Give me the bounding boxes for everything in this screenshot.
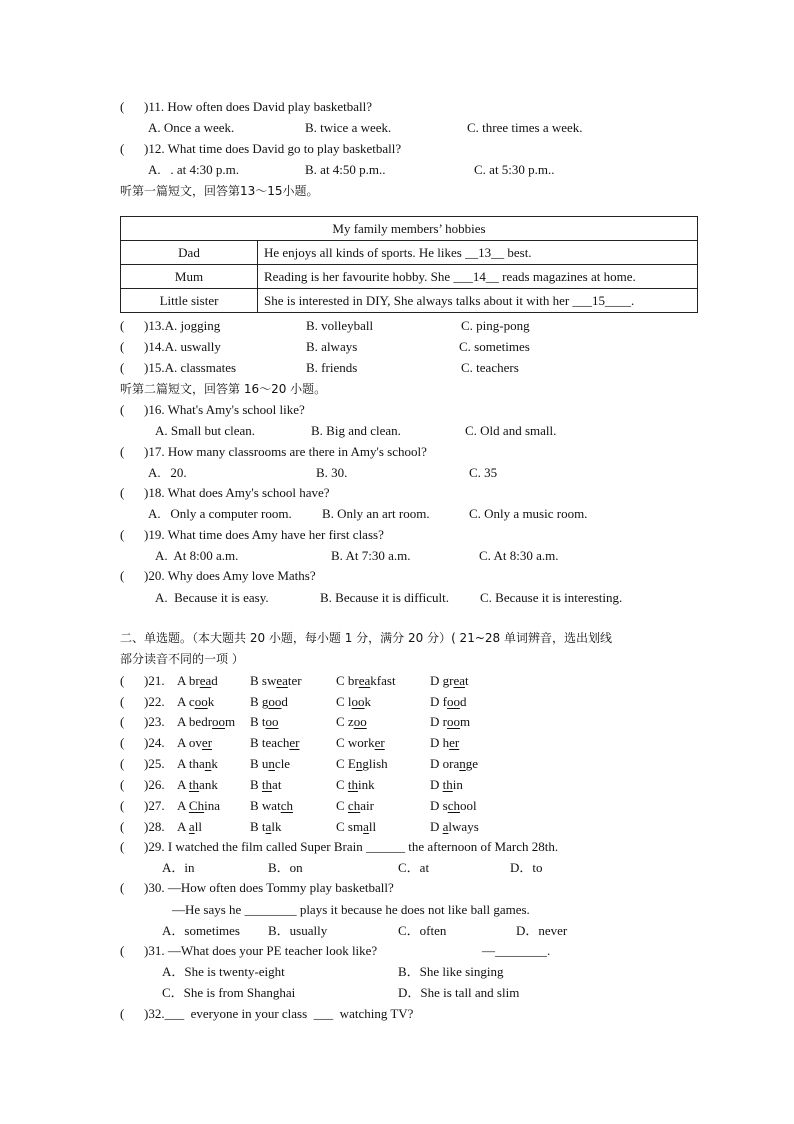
section-2-heading-cont: 部分读音不同的一项 ） (120, 652, 244, 666)
q30-option-d: D．never (516, 923, 568, 938)
option-text: ank (199, 777, 218, 792)
q17-option-c: C. 35 (469, 465, 498, 480)
question-31: )31. —What does your PE teacher look like? (144, 943, 378, 958)
answer-paren: ( (120, 141, 125, 156)
phonetic-option-a (177, 673, 218, 689)
phonetic-option-d (430, 756, 478, 772)
option-text: A (177, 777, 189, 792)
table-cell-hobby: Reading is her favourite hobby. She ___14__ reads magazines at home. (258, 265, 698, 289)
answer-paren: ( (120, 568, 125, 583)
option-text: k (207, 694, 215, 709)
q15-option-b: B. friends (306, 360, 358, 375)
underlined-letters: er (449, 735, 460, 750)
question-number: )24. (144, 735, 165, 750)
phonetic-option-b (250, 819, 281, 835)
question-30-response: —He says he ________ plays it because he does not like ball games. (172, 902, 530, 917)
phonetic-option-b (250, 756, 290, 772)
q13-option-c: C. ping-pong (461, 318, 530, 333)
phonetic-option-d (430, 819, 479, 835)
question-16: )16. What's Amy's school like? (144, 402, 305, 417)
underlined-letters: a (188, 819, 195, 834)
option-text: B g (250, 694, 269, 709)
question-number: )27. (144, 798, 165, 813)
answer-paren: ( (120, 99, 125, 114)
phonetic-option-a (177, 798, 220, 814)
answer-paren: ( (120, 444, 125, 459)
phonetic-option-b (250, 777, 281, 793)
question-15: )15.A. classmates (144, 360, 237, 375)
option-text: C l (336, 694, 352, 709)
q11-option-b: B. twice a week. (305, 120, 392, 135)
q30-option-a: A．sometimes (162, 923, 240, 938)
option-text: D f (430, 694, 447, 709)
option-text: C (336, 777, 348, 792)
option-text: B wat (250, 798, 281, 813)
underlined-letters: ea (199, 673, 212, 688)
underlined-letters: er (374, 735, 385, 750)
question-32: )32.___ everyone in your class ___ watching TV? (144, 1006, 414, 1021)
answer-paren: ( (120, 402, 125, 417)
answer-paren: ( (120, 318, 125, 333)
underlined-letters: oo (446, 714, 460, 729)
underlined-letters: th (261, 777, 273, 792)
q18-option-b: B. Only an art room. (322, 506, 430, 521)
q20-option-b: B. Because it is difficult. (320, 590, 450, 605)
phonetic-option-c (336, 694, 371, 710)
phonetic-option-a (177, 819, 202, 835)
option-text: t (465, 673, 469, 688)
question-12: )12. What time does David go to play basketball? (144, 141, 402, 156)
underlined-letters: th (442, 777, 453, 792)
phonetic-option-a (177, 714, 235, 730)
listening-instruction-1: 听第一篇短文，回答第13～15小题。 (120, 184, 319, 198)
option-text: air (360, 798, 374, 813)
phonetic-option-b (250, 735, 299, 751)
option-text: lways (448, 819, 479, 834)
option-text: k (211, 756, 218, 771)
underlined-letters: Ch (188, 798, 205, 813)
question-20: )20. Why does Amy love Maths? (144, 568, 316, 583)
phonetic-option-a (177, 735, 212, 751)
phonetic-option-d (430, 714, 470, 730)
q14-option-c: C. sometimes (459, 339, 530, 354)
answer-paren: ( (120, 360, 125, 375)
option-text: D h (430, 735, 450, 750)
option-text: A c (177, 694, 195, 709)
question-17: )17. How many classrooms are there in Amy's school? (144, 444, 427, 459)
q29-option-c: C．at (398, 860, 430, 875)
answer-paren: ( (120, 943, 125, 958)
option-text: A bedr (177, 714, 213, 729)
underlined-letters: n (204, 756, 212, 771)
option-text: ina (204, 798, 220, 813)
option-text: A (177, 798, 189, 813)
underlined-letters: er (201, 735, 213, 750)
q29-option-a: A．in (162, 860, 195, 875)
option-text: k (364, 694, 372, 709)
option-text: cle (274, 756, 291, 771)
option-text: B teach (250, 735, 290, 750)
underlined-letters: a (442, 819, 449, 834)
underlined-letters: oo (212, 714, 226, 729)
option-text: glish (362, 756, 388, 771)
option-text: A br (177, 673, 200, 688)
table-cell-member: Mum (121, 265, 258, 289)
q12-option-c: C. at 5:30 p.m.. (474, 162, 555, 177)
hobbies-table (120, 216, 698, 313)
phonetic-option-d (430, 777, 463, 793)
table-cell-member: Dad (121, 241, 258, 265)
phonetic-option-d (430, 798, 477, 814)
question-31-blank: —________. (482, 943, 551, 958)
phonetic-option-c (336, 756, 388, 772)
q30-option-c: C．often (398, 923, 447, 938)
underlined-letters: oo (194, 694, 208, 709)
option-text: B t (250, 714, 266, 729)
underlined-letters: oo (353, 714, 367, 729)
option-text: C (336, 798, 348, 813)
table-title: My family members’ hobbies (121, 217, 698, 241)
q20-option-c: C. Because it is interesting. (480, 590, 623, 605)
underlined-letters: n (459, 756, 466, 771)
answer-paren: ( (120, 694, 125, 709)
question-13: )13.A. jogging (144, 318, 221, 333)
underlined-letters: oo (351, 694, 365, 709)
underlined-letters: ch (280, 798, 293, 813)
question-19: )19. What time does Amy have her first class? (144, 527, 384, 542)
table-row (121, 265, 698, 289)
option-text: B u (250, 756, 269, 771)
q11-option-c: C. three times a week. (467, 120, 583, 135)
phonetic-option-b (250, 673, 302, 689)
underlined-letters: th (188, 777, 200, 792)
option-text: D r (430, 714, 447, 729)
answer-paren: ( (120, 485, 125, 500)
phonetic-option-c (336, 798, 374, 814)
q20-option-a: A. Because it is easy. (155, 590, 269, 605)
answer-paren: ( (120, 839, 125, 854)
underlined-letters: oo (268, 694, 282, 709)
underlined-letters: ch (447, 798, 460, 813)
answer-paren: ( (120, 673, 125, 688)
option-text: lk (271, 819, 282, 834)
q29-option-b: B．on (268, 860, 303, 875)
phonetic-option-b (250, 694, 288, 710)
option-text: kfast (370, 673, 396, 688)
option-text: m (225, 714, 236, 729)
table-row (121, 289, 698, 313)
option-text: d (211, 673, 218, 688)
q12-option-a: A. . at 4:30 p.m. (148, 162, 239, 177)
underlined-letters: ch (347, 798, 361, 813)
table-cell-member: Little sister (121, 289, 258, 313)
q16-option-a: A. Small but clean. (155, 423, 256, 438)
q31-option-a: A．She is twenty-eight (162, 964, 285, 979)
option-text: C work (336, 735, 375, 750)
question-30: )30. —How often does Tommy play basketball? (144, 880, 394, 895)
q31-option-d: D．She is tall and slim (398, 985, 520, 1000)
q31-option-b: B．She like singing (398, 964, 504, 979)
underlined-letters: a (265, 819, 272, 834)
phonetic-option-c (336, 735, 385, 751)
q16-option-c: C. Old and small. (465, 423, 557, 438)
q31-option-c: C．She is from Shanghai (162, 985, 296, 1000)
phonetic-option-d (430, 735, 459, 751)
q17-option-b: B. 30. (316, 465, 348, 480)
q12-option-b: B. at 4:50 p.m.. (305, 162, 386, 177)
question-number: )21. (144, 673, 165, 688)
phonetic-option-b (250, 798, 293, 814)
option-text: B (250, 777, 262, 792)
phonetic-option-c (336, 673, 396, 689)
phonetic-option-c (336, 819, 376, 835)
table-cell-hobby: He enjoys all kinds of sports. He likes __13__ best. (258, 241, 698, 265)
underlined-letters: oo (265, 714, 279, 729)
phonetic-option-d (430, 673, 469, 689)
question-29: )29. I watched the film called Super Brain ______ the afternoon of March 28th. (144, 839, 559, 854)
answer-paren: ( (120, 714, 125, 729)
phonetic-option-a (177, 756, 218, 772)
option-text: B t (250, 819, 266, 834)
q13-option-b: B. volleyball (306, 318, 374, 333)
option-text: D ora (430, 756, 460, 771)
section-2-heading: 二、单选题。（本大题共 20 小题，每小题 1 分，满分 20 分）( 21~28 单词辨音，选出划线 (120, 631, 612, 645)
answer-paren: ( (120, 527, 125, 542)
question-number: )28. (144, 819, 165, 834)
option-text: D s (430, 798, 448, 813)
option-text: m (459, 714, 471, 729)
answer-paren: ( (120, 819, 125, 834)
option-text: D (430, 777, 443, 792)
underlined-letters: ea (276, 673, 288, 688)
q29-option-d: D．to (510, 860, 543, 875)
underlined-letters: oo (446, 694, 460, 709)
option-text: C br (336, 673, 359, 688)
phonetic-option-a (177, 694, 214, 710)
table-row (121, 241, 698, 265)
phonetic-option-b (250, 714, 279, 730)
phonetic-option-c (336, 714, 367, 730)
option-text: B sw (250, 673, 277, 688)
q15-option-c: C. teachers (461, 360, 519, 375)
option-text: d (459, 694, 467, 709)
underlined-letters: n (268, 756, 275, 771)
answer-paren: ( (120, 798, 125, 813)
q18-option-a: A. Only a computer room. (148, 506, 292, 521)
listening-instruction-2: 听第二篇短文，回答第 16～20 小题。 (120, 382, 327, 396)
question-number: )25. (144, 756, 165, 771)
answer-paren: ( (120, 756, 125, 771)
q19-option-b: B. At 7:30 a.m. (331, 548, 411, 563)
phonetic-option-a (177, 777, 218, 793)
option-text: C E (336, 756, 356, 771)
underlined-letters: a (363, 819, 369, 834)
underlined-letters: ea (453, 673, 466, 688)
question-18: )18. What does Amy's school have? (144, 485, 330, 500)
q17-option-a: A. 20. (148, 465, 187, 480)
question-14: )14.A. uswally (144, 339, 221, 354)
answer-paren: ( (120, 735, 125, 750)
underlined-letters: n (355, 756, 363, 771)
option-text: D (430, 819, 443, 834)
q14-option-b: B. always (306, 339, 358, 354)
option-text: ll (368, 819, 377, 834)
question-number: )23. (144, 714, 165, 729)
q18-option-c: C. Only a music room. (469, 506, 588, 521)
q19-option-c: C. At 8:30 a.m. (479, 548, 559, 563)
q16-option-b: B. Big and clean. (311, 423, 401, 438)
option-text: at (272, 777, 282, 792)
option-text: A tha (177, 756, 205, 771)
option-text: ter (287, 673, 302, 688)
option-text: ink (358, 777, 375, 792)
underlined-letters: th (347, 777, 359, 792)
option-text: C z (336, 714, 354, 729)
answer-paren: ( (120, 339, 125, 354)
underlined-letters: ea (358, 673, 371, 688)
answer-paren: ( (120, 1006, 125, 1021)
q19-option-a: A. At 8:00 a.m. (155, 548, 239, 563)
phonetic-option-d (430, 694, 466, 710)
question-11: )11. How often does David play basketball? (144, 99, 373, 114)
option-text: ool (459, 798, 477, 813)
option-text: d (281, 694, 288, 709)
option-text: in (452, 777, 463, 792)
answer-paren: ( (120, 777, 125, 792)
q11-option-a: A. Once a week. (148, 120, 235, 135)
answer-paren: ( (120, 880, 125, 895)
option-text: D gr (430, 673, 454, 688)
q30-option-b: B．usually (268, 923, 328, 938)
underlined-letters: er (289, 735, 300, 750)
table-cell-hobby: She is interested in DIY, She always talks about it with her ___15____. (258, 289, 698, 313)
option-text: C sm (336, 819, 364, 834)
option-text: ge (465, 756, 479, 771)
phonetic-option-c (336, 777, 375, 793)
option-text: ll (194, 819, 202, 834)
option-text: A ov (177, 735, 202, 750)
question-number: )22. (144, 694, 165, 709)
option-text: A (177, 819, 189, 834)
question-number: )26. (144, 777, 165, 792)
